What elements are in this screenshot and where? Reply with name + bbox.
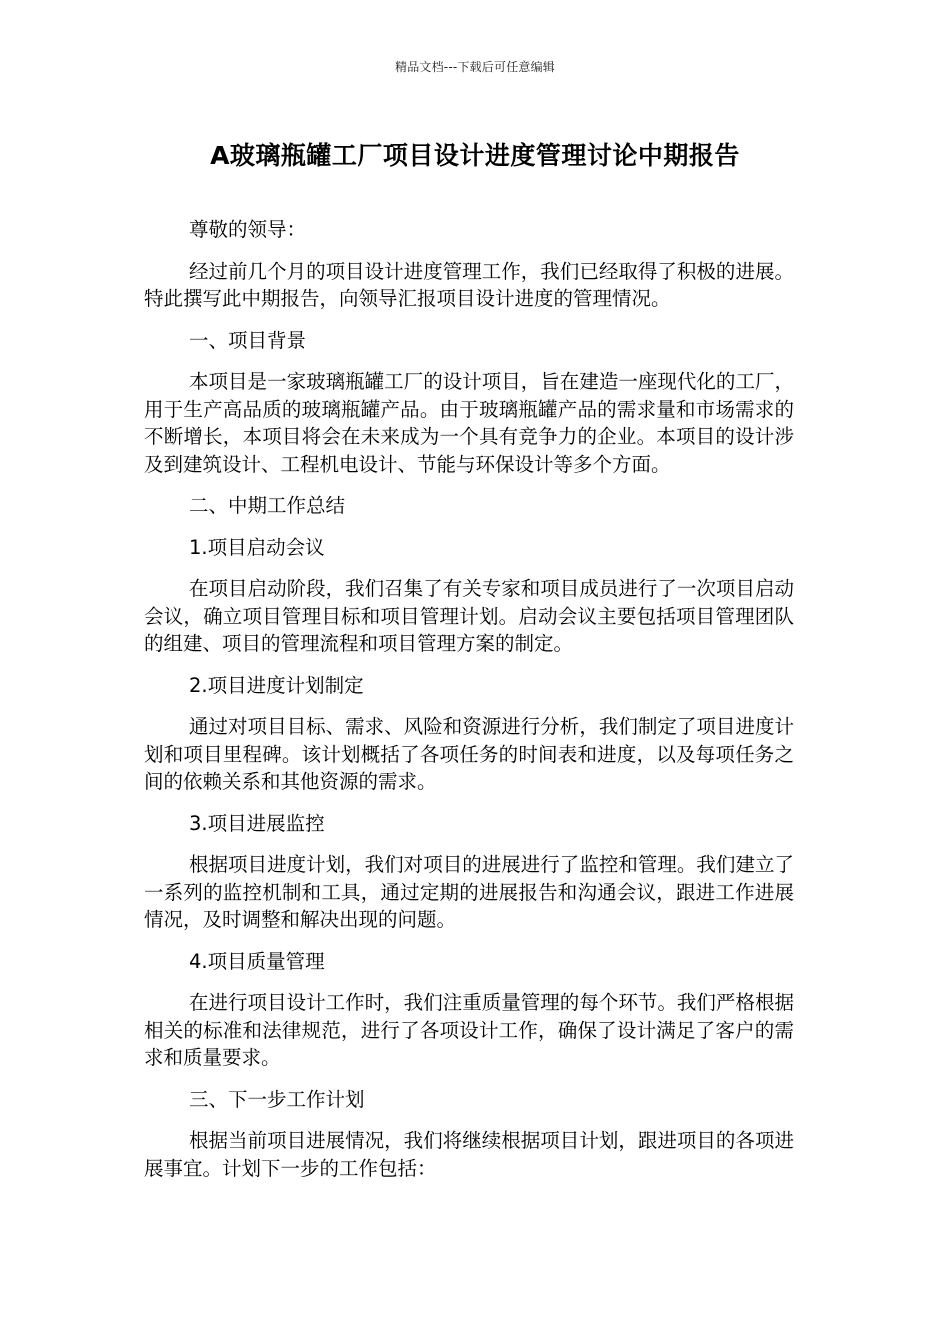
background-paragraph: 本项目是一家玻璃瓶罐工厂的设计项目，旨在建造一座现代化的工厂，用于生产高品质的玻璃瓶罐产品。由于玻璃瓶罐产品的需求量和市场需求的不断增长，本项目将会在未来成为一个具有竞争力的企业。本项目的设计涉及到建筑设计、工程机电设计、节能与环保设计等多个方面。	[144, 370, 794, 476]
header-note: 精品文档---下载后可任意编辑	[395, 60, 555, 74]
section-heading-midterm-summary: 二、中期工作总结	[189, 494, 346, 517]
next-steps-paragraph: 根据当前项目进展情况，我们将继续根据项目计划，跟进项目的各项进展事宜。计划下一步的工作包括：	[144, 1129, 794, 1180]
quality-management-paragraph: 在进行项目设计工作时，我们注重质量管理的每个环节。我们严格根据相关的标准和法律规范，进行了各项设计工作，确保了设计满足了客户的需求和质量要求。	[144, 991, 794, 1069]
subheading-kickoff-meeting: 1.项目启动会议	[189, 535, 325, 559]
progress-monitoring-paragraph: 根据项目进度计划，我们对项目的进展进行了监控和管理。我们建立了一系列的监控机制和工具，通过定期的进展报告和沟通会议，跟进工作进展情况，及时调整和解决出现的问题。	[144, 853, 794, 931]
subheading-schedule-planning: 2.项目进度计划制定	[189, 673, 364, 697]
kickoff-meeting-paragraph: 在项目启动阶段，我们召集了有关专家和项目成员进行了一次项目启动会议，确立项目管理目标和项目管理计划。启动会议主要包括项目管理团队的组建、项目的管理流程和项目管理方案的制定。	[144, 577, 794, 655]
document-body	[144, 216, 794, 1196]
schedule-planning-paragraph: 通过对项目目标、需求、风险和资源进行分析，我们制定了项目进度计划和项目里程碑。该计划概括了各项任务的时间表和进度，以及每项任务之间的依赖关系和其他资源的需求。	[144, 715, 794, 793]
intro-paragraph: 经过前几个月的项目设计进度管理工作，我们已经取得了积极的进展。特此撰写此中期报告，向领导汇报项目设计进度的管理情况。	[144, 259, 794, 310]
subheading-quality-management: 4.项目质量管理	[189, 949, 325, 973]
document-title: A玻璃瓶罐工厂项目设计进度管理讨论中期报告	[210, 141, 740, 170]
subheading-progress-monitoring: 3.项目进展监控	[189, 811, 325, 835]
section-heading-next-steps: 三、下一步工作计划	[189, 1087, 365, 1111]
salutation: 尊敬的领导：	[189, 218, 307, 241]
section-heading-background: 一、项目背景	[189, 328, 307, 352]
